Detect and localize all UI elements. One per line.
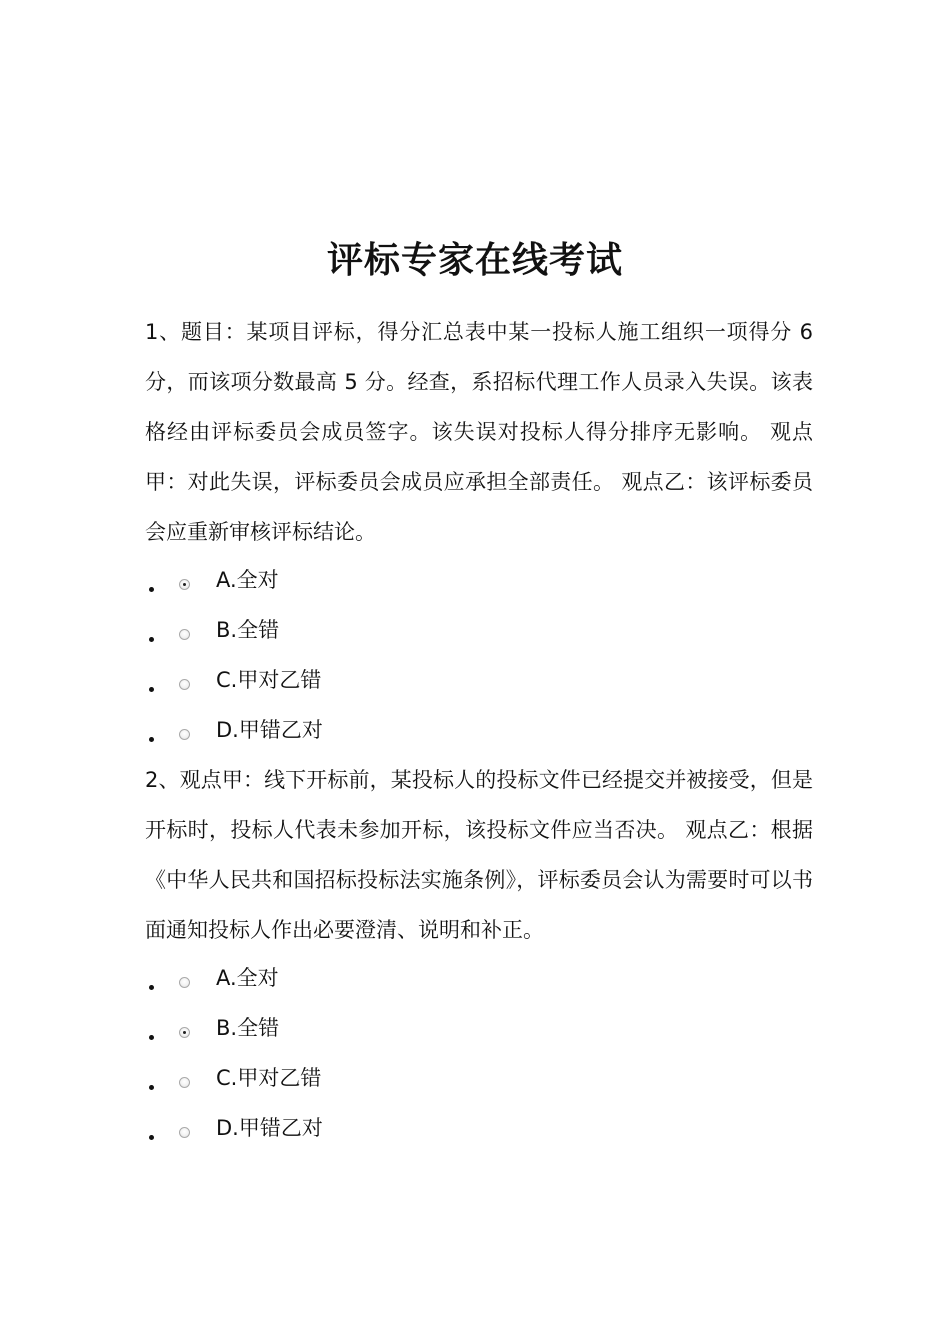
question-2-text: 2、观点甲：线下开标前，某投标人的投标文件已经提交并被接受，但是开标时，投标人代表未参加开标，该投标文件应当否决。 观点乙：根据《中华人民共和国招标投标法实施条例》，评标委员会认为需要时可以书面通知投标人作出必要澄清、说明和补正。 [145,768,813,942]
question-2-option-b[interactable] [145,1003,545,1053]
option-label: A.全对 [216,568,279,592]
question-1-option-d[interactable] [145,705,545,755]
radio-button-checked[interactable] [179,1027,190,1038]
option-label: A.全对 [216,966,279,990]
option-label: C.甲对乙错 [216,1066,322,1090]
bullet-dot [149,1085,154,1090]
radio-button[interactable] [179,729,190,740]
question-1-text: 1、题目：某项目评标，得分汇总表中某一投标人施工组织一项得分 6 分，而该项分数最高 5 分。经查，系招标代理工作人员录入失误。该表格经由评标委员会成员签字。该失误对投标人得分排序无影响。 观点甲：对此失误，评标委员会成员应承担全部责任。 观点乙：该评标委员会应重新审核评标结论。 [145,320,813,544]
question-2-options [145,953,545,1153]
radio-button[interactable] [179,1127,190,1138]
question-1-option-a[interactable] [145,555,545,605]
bullet-dot [149,985,154,990]
question-2-option-d[interactable] [145,1103,545,1153]
radio-button[interactable] [179,679,190,690]
radio-button[interactable] [179,977,190,988]
question-2-option-c[interactable] [145,1053,545,1103]
bullet-dot [149,1035,154,1040]
page-title: 评标专家在线考试 [326,240,623,281]
option-label: B.全错 [216,618,280,642]
option-label: D.甲错乙对 [216,718,323,742]
question-2-option-a[interactable] [145,953,545,1003]
question-1-option-c[interactable] [145,655,545,705]
question-1-option-b[interactable] [145,605,545,655]
bullet-dot [149,1135,154,1140]
bullet-dot [149,587,154,592]
radio-button[interactable] [179,629,190,640]
option-label: B.全错 [216,1016,280,1040]
option-label: D.甲错乙对 [216,1116,323,1140]
bullet-dot [149,637,154,642]
option-label: C.甲对乙错 [216,668,322,692]
radio-button-checked[interactable] [179,579,190,590]
bullet-dot [149,687,154,692]
bullet-dot [149,737,154,742]
question-1-options [145,555,545,755]
radio-button[interactable] [179,1077,190,1088]
